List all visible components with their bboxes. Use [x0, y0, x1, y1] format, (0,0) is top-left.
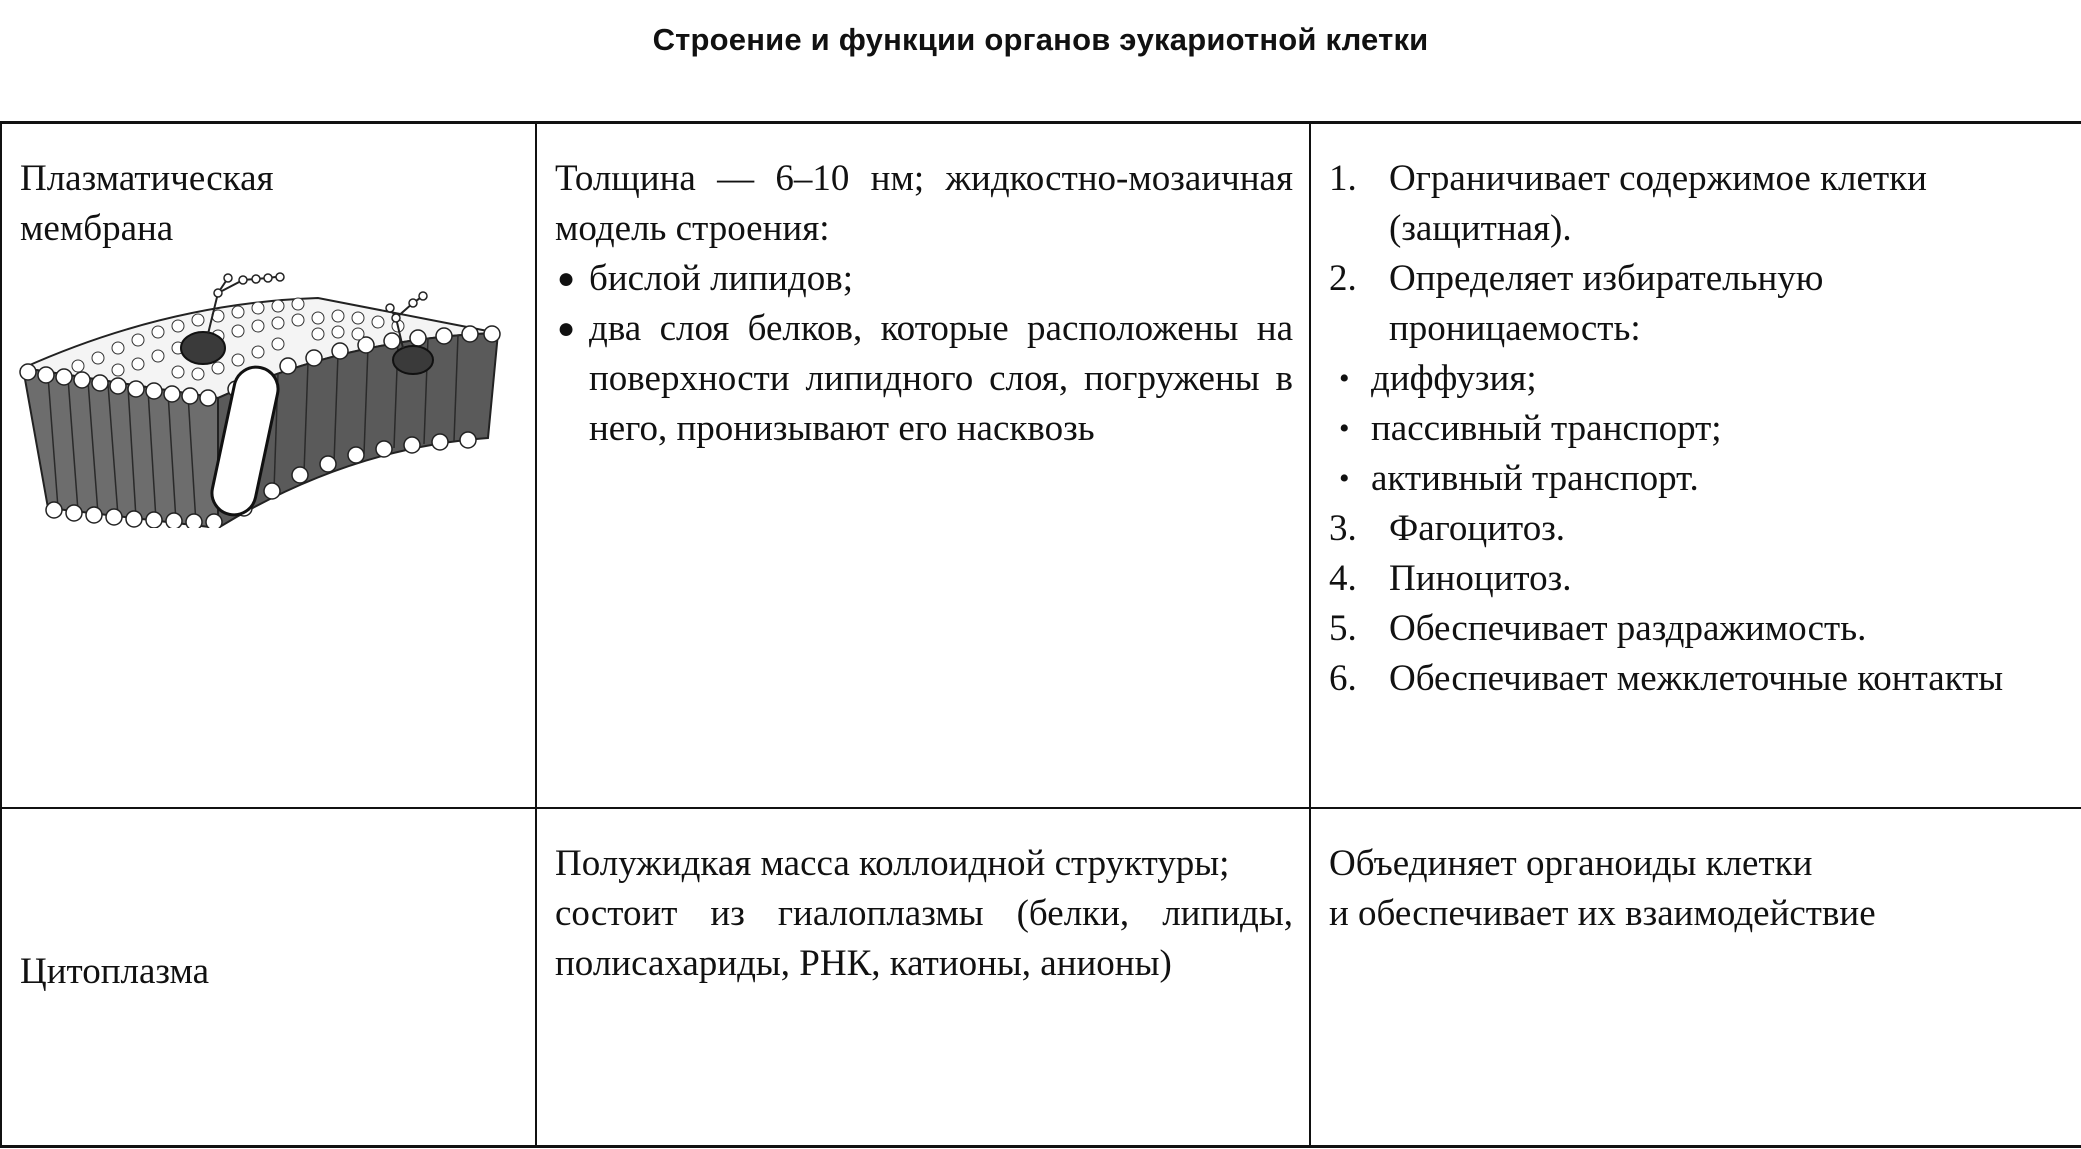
organelle-name-line1: Плазматическая: [20, 158, 274, 199]
bullet-icon: •: [1339, 362, 1350, 395]
item-text: пассивный транспорт;: [1371, 408, 1722, 449]
structure-cell: [536, 123, 1310, 808]
function-cell: [1310, 123, 2081, 808]
item-text: Пиноцитоз.: [1389, 558, 1572, 599]
organelle-name-cell: [1, 123, 536, 808]
bullet-text: два слоя белков, которые расположены на поверхности липидного слоя, погружены в него, пронизывают его насквозь: [589, 308, 1293, 449]
list-item: [1329, 254, 2065, 354]
item-text: Обеспечивает межклеточные контакты: [1389, 658, 2004, 699]
organelle-name-cell: [1, 808, 536, 1147]
structure-cell: [536, 808, 1310, 1147]
bullet-icon: ●: [557, 312, 576, 345]
structure-intro: Толщина — 6–10 нм; жидкостно-мозаичная модель строения:: [555, 158, 1293, 249]
item-number: 4.: [1329, 558, 1357, 599]
page-title: Строение и функции органов эукариотной клетки: [652, 22, 1429, 57]
list-item: [555, 254, 1293, 304]
item-number: 2.: [1329, 258, 1357, 299]
item-number: 1.: [1329, 158, 1357, 199]
item-number: 3.: [1329, 508, 1357, 549]
list-item: [1329, 354, 2065, 404]
organelle-table: [0, 121, 2081, 1148]
item-text: диффузия;: [1371, 358, 1537, 399]
item-text: активный транспорт.: [1371, 458, 1699, 499]
list-item: [1329, 554, 2065, 604]
list-item: [1329, 654, 2065, 704]
membrane-bilayer-illustration: [18, 268, 508, 528]
table-row-membrane: [1, 123, 2081, 808]
list-item: [1329, 454, 2065, 504]
bullet-text: бислой липидов;: [589, 258, 854, 299]
list-item: [555, 304, 1293, 454]
organelle-name: Цитоплазма: [20, 950, 210, 992]
bullet-icon: •: [1339, 412, 1350, 445]
bullet-icon: •: [1339, 462, 1350, 495]
item-text: Обеспечивает раздражимость.: [1389, 608, 1867, 649]
item-number: 6.: [1329, 658, 1357, 699]
list-item: [1329, 504, 2065, 554]
function-text-line1: Объединяет органоиды клетки: [1329, 842, 1813, 884]
item-text: Фагоцитоз.: [1389, 508, 1566, 549]
item-text: Ограничивает содержимое клетки (защитная).: [1389, 158, 1927, 249]
organelle-name-line2: мембрана: [20, 208, 174, 249]
bullet-icon: ●: [557, 262, 576, 295]
function-list: [1329, 154, 2065, 704]
structure-bullet-list: [555, 254, 1293, 454]
list-item: [1329, 604, 2065, 654]
function-cell: [1310, 808, 2081, 1147]
list-item: [1329, 404, 2065, 454]
function-text-line2: и обеспечивает их взаимодействие: [1329, 892, 1876, 934]
list-item: [1329, 154, 2065, 254]
structure-text-2: состоит из гиалоплазмы (белки, липиды, полисахариды, РНК, катионы, анионы): [555, 892, 1293, 984]
table-row-cytoplasm: [1, 808, 2081, 1147]
item-text: Определяет избирательную проницаемость:: [1389, 258, 1824, 349]
item-number: 5.: [1329, 608, 1357, 649]
structure-text: Полужидкая масса коллоидной структуры;: [555, 842, 1230, 884]
